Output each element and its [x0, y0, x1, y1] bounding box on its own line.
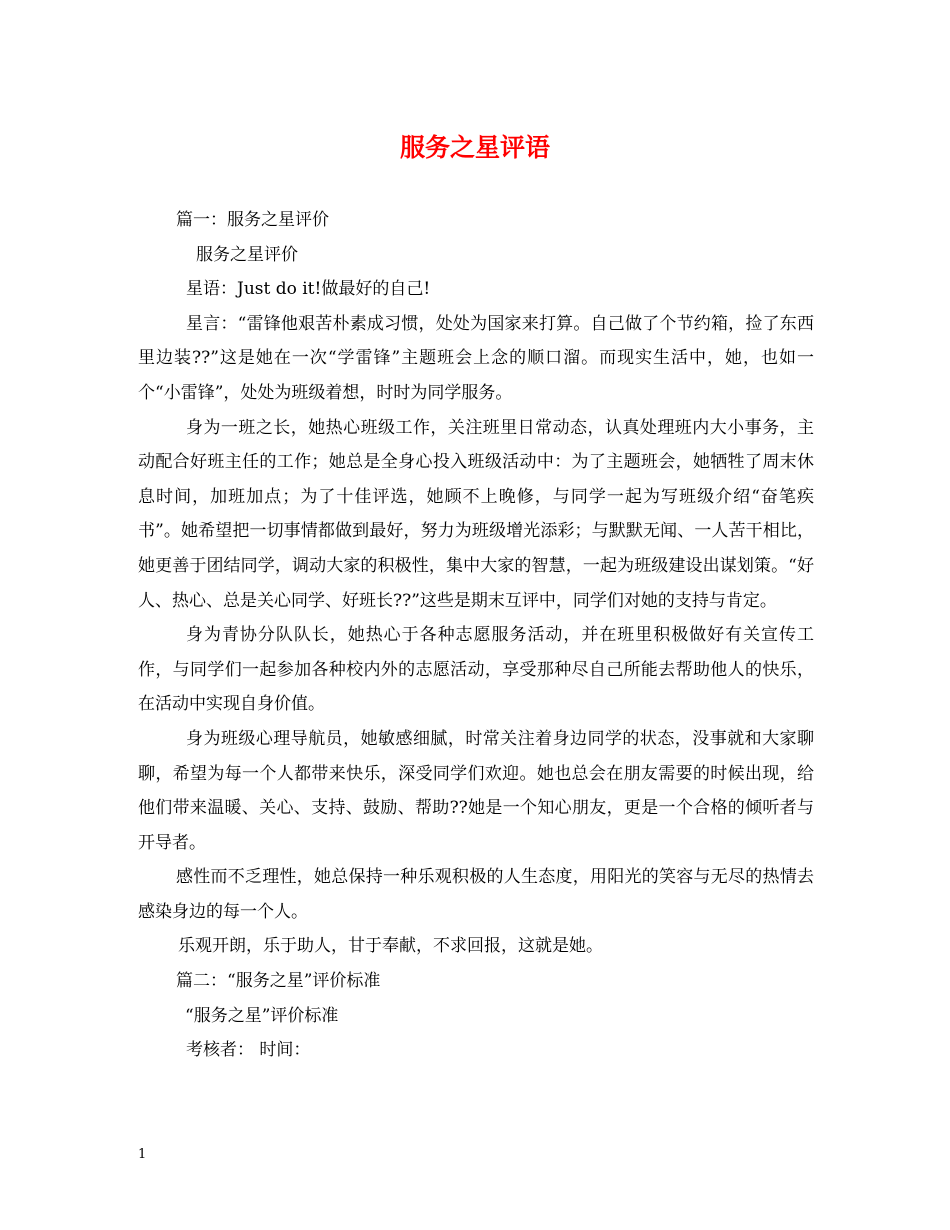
paragraph: 乐观开朗，乐于助人，甘于奉献，不求回报，这就是她。 — [178, 936, 603, 957]
paragraph: 感性而不乏理性，她总保持一种乐观积极的人生态度，用阳光的笑容与无尽的热情去感染身边的每一个人。 — [138, 867, 814, 922]
paragraph: 身为一班之长，她热心班级工作，关注班里日常动态，认真处理班内大小事务，主动配合好班主任的工作；她总是全身心投入班级活动中：为了主题班会，她牺牲了周末休息时间，加班加点；为了十佳评选，她顾不上晚修，与同学一起为写班级介绍“奋笔疾书”。她希望把一切事情都做到最好，努力为班级增光添彩；与默默无闻、一人苦干相比，她更善于团结同学，调动大家的积极性，集中大家的智慧，一起为班级建设出谋划策。“好人、热心、总是关心同学、好班长??”这些是期末互评中，同学们对她的支持与肯定。 — [138, 417, 814, 611]
paragraph: 身为青协分队队长，她热心于各种志愿服务活动，并在班里积极做好有关宣传工作，与同学们一起参加各种校内外的志愿活动，享受那种尽自己所能去帮助他人的快乐，在活动中实现自身价值。 — [138, 625, 814, 715]
subtitle-2: “服务之星”评价标准 — [185, 1005, 339, 1026]
page-number: 1 — [138, 1147, 147, 1162]
paragraph: 星言：“雷锋他艰苦朴素成习惯，处处为国家来打算。自己做了个节约箱，捡了东西里边装??”这是她在一次“学雷锋”主题班会上念的顺口溜。而现实生活中，她，也如一个“小雷锋”，处处为班级着想，时时为同学服务。 — [138, 313, 814, 403]
paragraph: 身为班级心理导航员，她敏感细腻，时常关注着身边同学的状态，没事就和大家聊聊，希望为每一个人都带来快乐，深受同学们欢迎。她也总会在朋友需要的时候出现，给他们带来温暖、关心、支持、鼓励、帮助??她是一个知心朋友，更是一个合格的倾听者与开导者。 — [138, 728, 814, 853]
document-body — [138, 203, 814, 1068]
page-title: 服务之星评语 — [399, 133, 550, 162]
assessor-line: 考核者： 时间： — [186, 1040, 311, 1061]
star-motto: 星语：Just do it!做最好的自己! — [186, 279, 431, 300]
subtitle-1: 服务之星评价 — [196, 244, 298, 265]
section-heading-1: 篇一：服务之星评价 — [176, 210, 329, 230]
section-heading-2: 篇二：“服务之星”评价标准 — [176, 971, 381, 992]
